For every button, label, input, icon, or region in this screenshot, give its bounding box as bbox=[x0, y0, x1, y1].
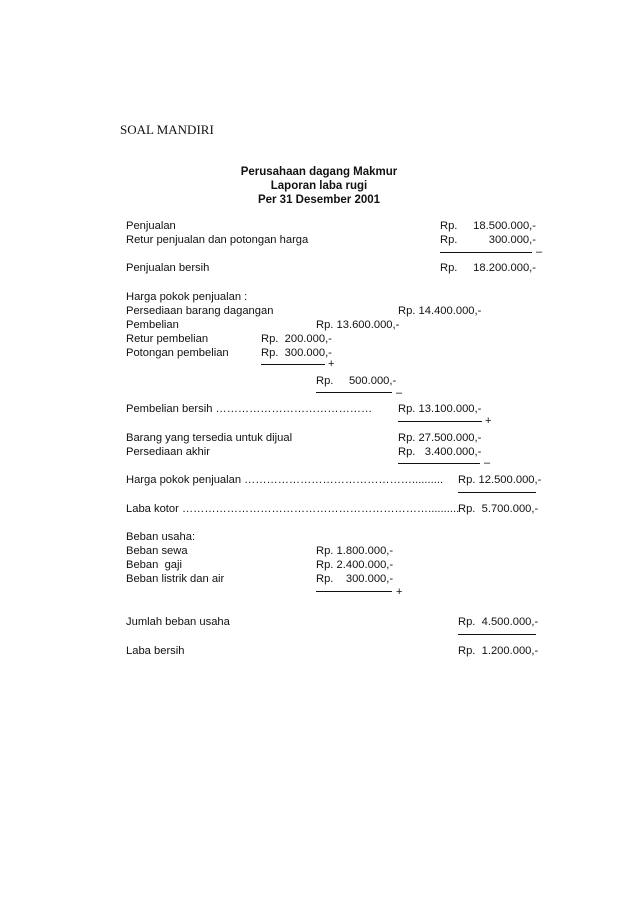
company-name: Perusahaan dagang Makmur bbox=[240, 166, 398, 178]
penjualan-bersih-value: 18.200.000,- bbox=[473, 262, 536, 274]
plus-sign: + bbox=[328, 358, 335, 370]
persediaan-barang-label: Persediaan barang dagangan bbox=[126, 305, 274, 317]
persediaan-akhir-label: Persediaan akhir bbox=[126, 446, 210, 458]
subtotal-retur-amount: Rp. 500.000,- bbox=[316, 375, 397, 387]
beban-sewa-label: Beban sewa bbox=[126, 545, 188, 557]
hpp-total-amount: Rp. 12.500.000,- bbox=[458, 474, 542, 486]
minus-sign: – bbox=[536, 246, 543, 258]
subtract-rule bbox=[458, 634, 536, 635]
subtract-rule bbox=[458, 492, 536, 493]
subtract-rule bbox=[316, 392, 392, 393]
beban-gaji-label: Beban gaji bbox=[126, 559, 182, 571]
penjualan-label: Penjualan bbox=[126, 220, 176, 232]
barang-tersedia-label: Barang yang tersedia untuk dijual bbox=[126, 432, 293, 444]
add-rule bbox=[398, 421, 482, 422]
pembelian-bersih-label: Pembelian bersih …………………………………… bbox=[126, 403, 373, 415]
hpp-header: Harga pokok penjualan : bbox=[126, 291, 248, 303]
potongan-pembelian-amount: Rp. 300.000,- bbox=[261, 347, 332, 359]
report-title: Laporan laba rugi bbox=[270, 180, 368, 192]
barang-tersedia-amount: Rp. 27.500.000,- bbox=[398, 432, 482, 444]
retur-penjualan-currency: Rp. bbox=[440, 234, 458, 246]
retur-pembelian-label: Retur pembelian bbox=[126, 333, 209, 345]
beban-gaji-amount: Rp. 2.400.000,- bbox=[316, 559, 394, 571]
pembelian-label: Pembelian bbox=[126, 319, 179, 331]
subtract-rule bbox=[440, 252, 532, 253]
potongan-pembelian-label: Potongan pembelian bbox=[126, 347, 229, 359]
hpp-total-label: Harga pokok penjualan ……………………………………….......... bbox=[126, 474, 444, 486]
minus-sign: – bbox=[484, 457, 491, 469]
laba-kotor-label: Laba kotor ………………………………………………………….......... bbox=[126, 503, 460, 515]
report-date: Per 31 Desember 2001 bbox=[257, 194, 381, 206]
retur-pembelian-amount: Rp. 200.000,- bbox=[261, 333, 332, 345]
beban-listrik-amount: Rp. 300.000,- bbox=[316, 573, 394, 585]
persediaan-akhir-amount: Rp. 3.400.000,- bbox=[398, 446, 482, 458]
penjualan-currency: Rp. bbox=[440, 220, 458, 232]
plus-sign: + bbox=[485, 415, 492, 427]
penjualan-bersih-label: Penjualan bersih bbox=[126, 262, 210, 274]
pembelian-amount: Rp. 13.600.000,- bbox=[316, 319, 400, 331]
minus-sign: – bbox=[396, 387, 403, 399]
beban-sewa-amount: Rp. 1.800.000,- bbox=[316, 545, 394, 557]
pembelian-bersih-amount: Rp. 13.100.000,- bbox=[398, 403, 482, 415]
add-rule bbox=[261, 364, 325, 365]
retur-penjualan-label: Retur penjualan dan potongan harga bbox=[126, 234, 309, 246]
beban-listrik-label: Beban listrik dan air bbox=[126, 573, 225, 585]
document-heading: SOAL MANDIRI bbox=[120, 122, 214, 137]
laba-kotor-amount: Rp. 5.700.000,- bbox=[458, 503, 539, 515]
laba-bersih-amount: Rp. 1.200.000,- bbox=[458, 645, 539, 657]
add-rule bbox=[316, 591, 392, 592]
penjualan-bersih-currency: Rp. bbox=[440, 262, 458, 274]
persediaan-barang-amount: Rp. 14.400.000,- bbox=[398, 305, 482, 317]
laba-bersih-label: Laba bersih bbox=[126, 645, 185, 657]
subtract-rule bbox=[398, 463, 480, 464]
retur-penjualan-value: 300.000,- bbox=[488, 234, 536, 246]
plus-sign: + bbox=[396, 586, 403, 598]
jumlah-beban-amount: Rp. 4.500.000,- bbox=[458, 616, 539, 628]
beban-usaha-header: Beban usaha: bbox=[126, 531, 196, 543]
jumlah-beban-label: Jumlah beban usaha bbox=[126, 616, 230, 628]
penjualan-value: 18.500.000,- bbox=[473, 220, 536, 232]
